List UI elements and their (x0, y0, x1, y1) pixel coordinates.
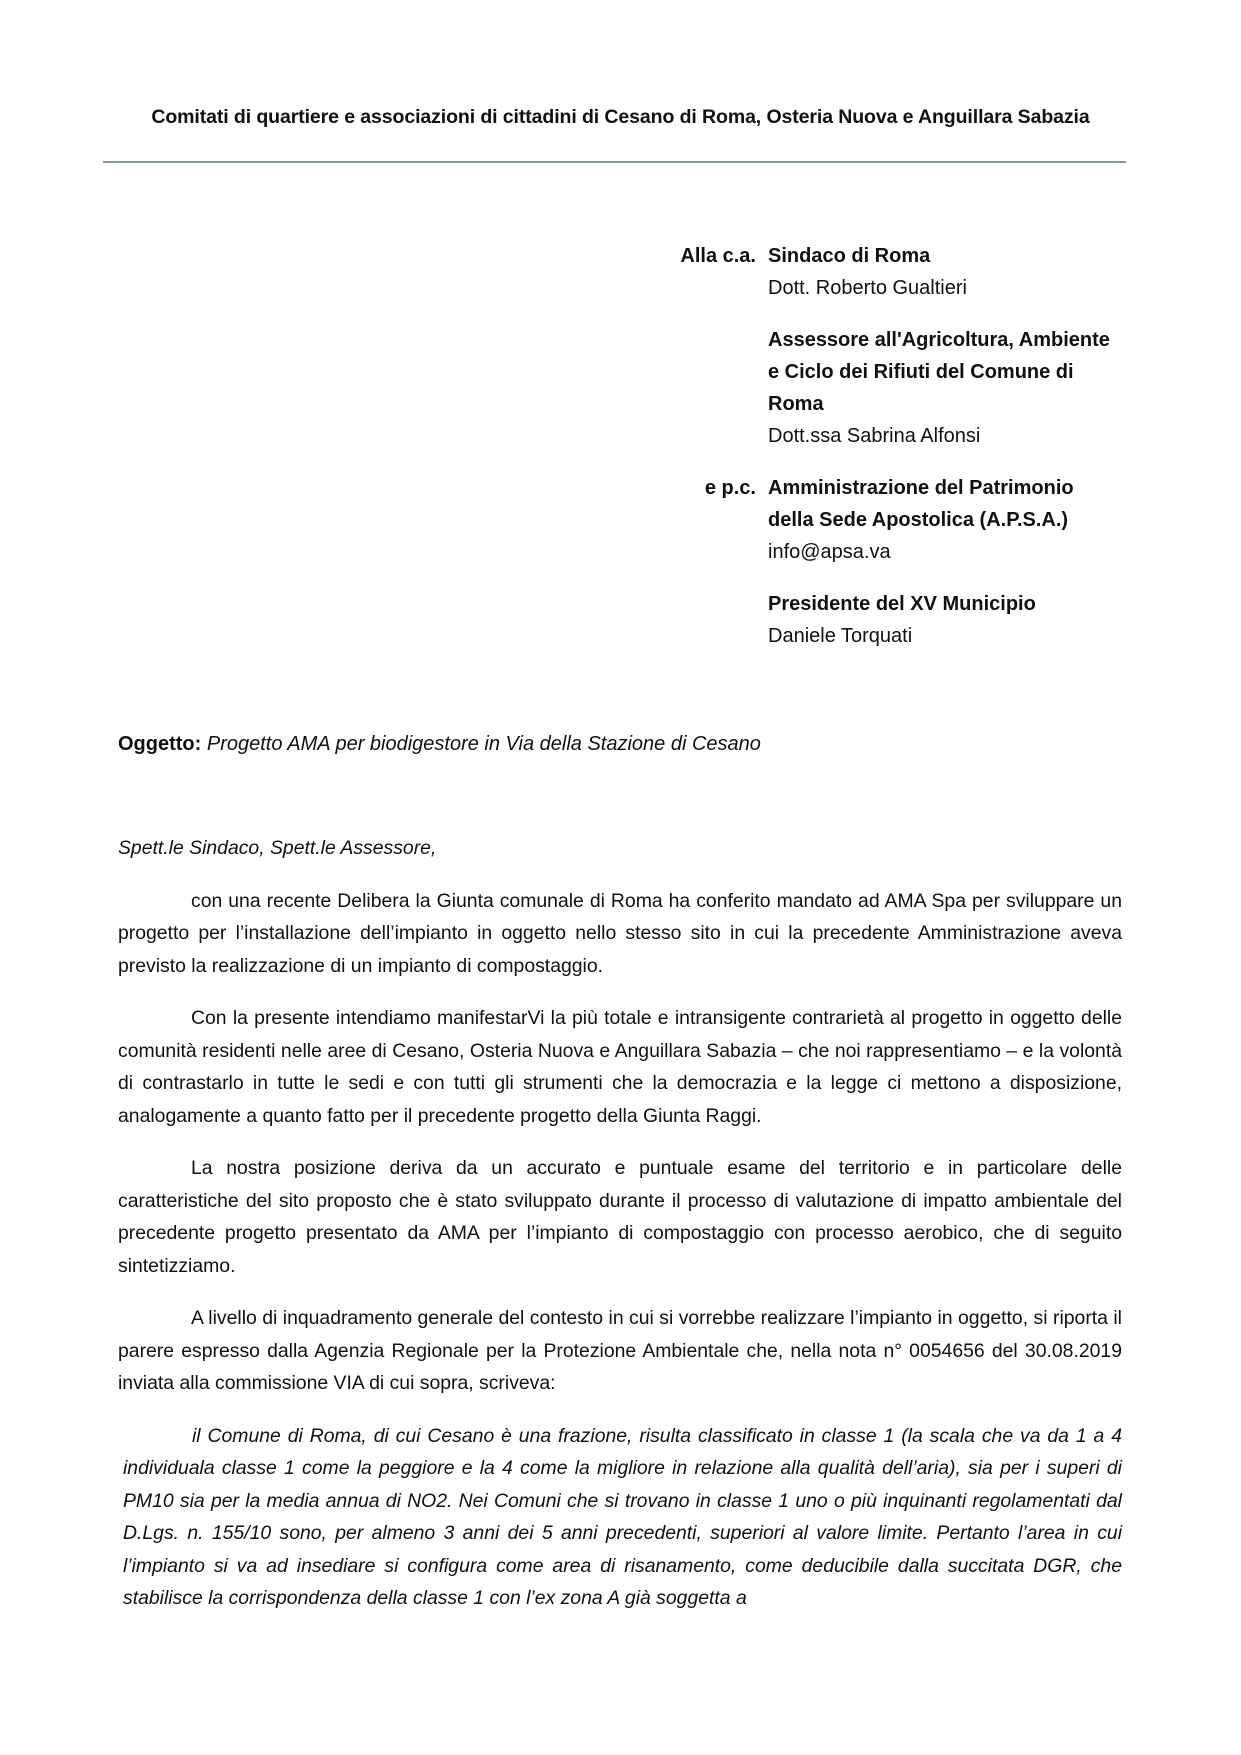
recipient-address-block (640, 240, 1140, 672)
letter-body (118, 832, 1122, 1615)
recipient-label (640, 588, 768, 652)
recipient-group-assessore (640, 324, 1140, 452)
recipient-group-sindaco (640, 240, 1140, 304)
cc-label: e p.c. (704, 477, 756, 499)
subject-line (118, 733, 761, 756)
letterhead-title: Comitati di quartiere e associazioni di cittadini di Cesano di Roma, Osteria Nuova e Anguillara Sabazia (151, 106, 1090, 128)
recipient-name: Dott. Roberto Gualtieri (768, 277, 967, 299)
body-paragraph: A livello di inquadramento generale del contesto in cui si vorrebbe realizzare l’impianto in oggetto, si riporta il parere espresso dalla Agenzia Regionale per la Protezione Ambientale che, nella nota n° 0054656 del 30.08.2019 inviata alla commissione VIA di cui sopra, scriveva: (118, 1307, 1122, 1394)
salutation: Spett.le Sindaco, Spett.le Assessore, (118, 837, 437, 859)
recipient-title: Assessore all'Agricoltura, Ambiente (768, 329, 1110, 351)
recipient-title: della Sede Apostolica (A.P.S.A.) (768, 509, 1069, 531)
recipient-group-apsa (640, 472, 1140, 568)
body-paragraph: con una recente Delibera la Giunta comunale di Roma ha conferito mandato ad AMA Spa per sviluppare un progetto per l’installazione dell’impianto in oggetto nello stesso sito in cui la precedente Amministrazione aveva previsto la realizzazione di un impianto di compostaggio. (118, 889, 1122, 977)
recipient-label: Alla c.a. (680, 245, 756, 267)
recipient-email: info@apsa.va (768, 541, 891, 563)
recipient-name: Daniele Torquati (768, 625, 913, 647)
recipient-title: Amministrazione del Patrimonio (768, 477, 1074, 499)
body-paragraph: La nostra posizione deriva da un accurato e puntuale esame del territorio e in particolare delle caratteristiche del sito proposto che è stato sviluppato durante il processo di valutazione di impatto ambientale del precedente progetto presentato da AMA per l’impianto di compostaggio con processo aerobico, che di seguito sintetizziamo. (118, 1157, 1122, 1277)
recipient-label (640, 324, 768, 452)
recipient-title: Sindaco di Roma (768, 245, 931, 267)
subject-value: Progetto AMA per biodigestore in Via della Stazione di Cesano (206, 733, 761, 755)
recipient-title: Presidente del XV Municipio (768, 593, 1036, 615)
recipient-title: Roma (768, 393, 824, 415)
subject-label: Oggetto: (118, 733, 202, 755)
recipient-title: e Ciclo dei Rifiuti del Comune di (768, 361, 1074, 383)
recipient-name: Dott.ssa Sabrina Alfonsi (768, 425, 981, 447)
recipient-group-municipio (640, 588, 1140, 652)
body-paragraph: Con la presente intendiamo manifestarVi la più totale e intransigente contrarietà al progetto in oggetto delle comunità residenti nelle aree di Cesano, Osteria Nuova e Anguillara Sabazia – che noi rappresentiamo – e la volontà di contrastarlo in tutte le sedi e con tutti gli strumenti che la democrazia e la legge ci mettono a disposizione, analogamente a quanto fatto per il precedente progetto della Giunta Raggi. (118, 1007, 1122, 1127)
header-divider (103, 161, 1126, 163)
arpa-quote: il Comune di Roma, di cui Cesano è una frazione, risulta classificato in classe 1 (la scala che va da 1 a 4 individuala classe 1 come la peggiore e la 4 come la migliore in relazione alla qualità dell’aria), sia per i superi di PM10 sia per la media annua di NO2. Nei Comuni che si trovano in classe 1 uno o più inquinanti regolamentati dal D.Lgs. n. 155/10 sono, per almeno 3 anni dei 5 anni precedenti, superiori al valore limite. Pertanto l’area in cui l’impianto si va ad insediare si configura come area di risanamento, come deducibile dalla succitata DGR, che stabilisce la corrispondenza della classe 1 con l’ex zona A già soggetta a (123, 1424, 1122, 1609)
